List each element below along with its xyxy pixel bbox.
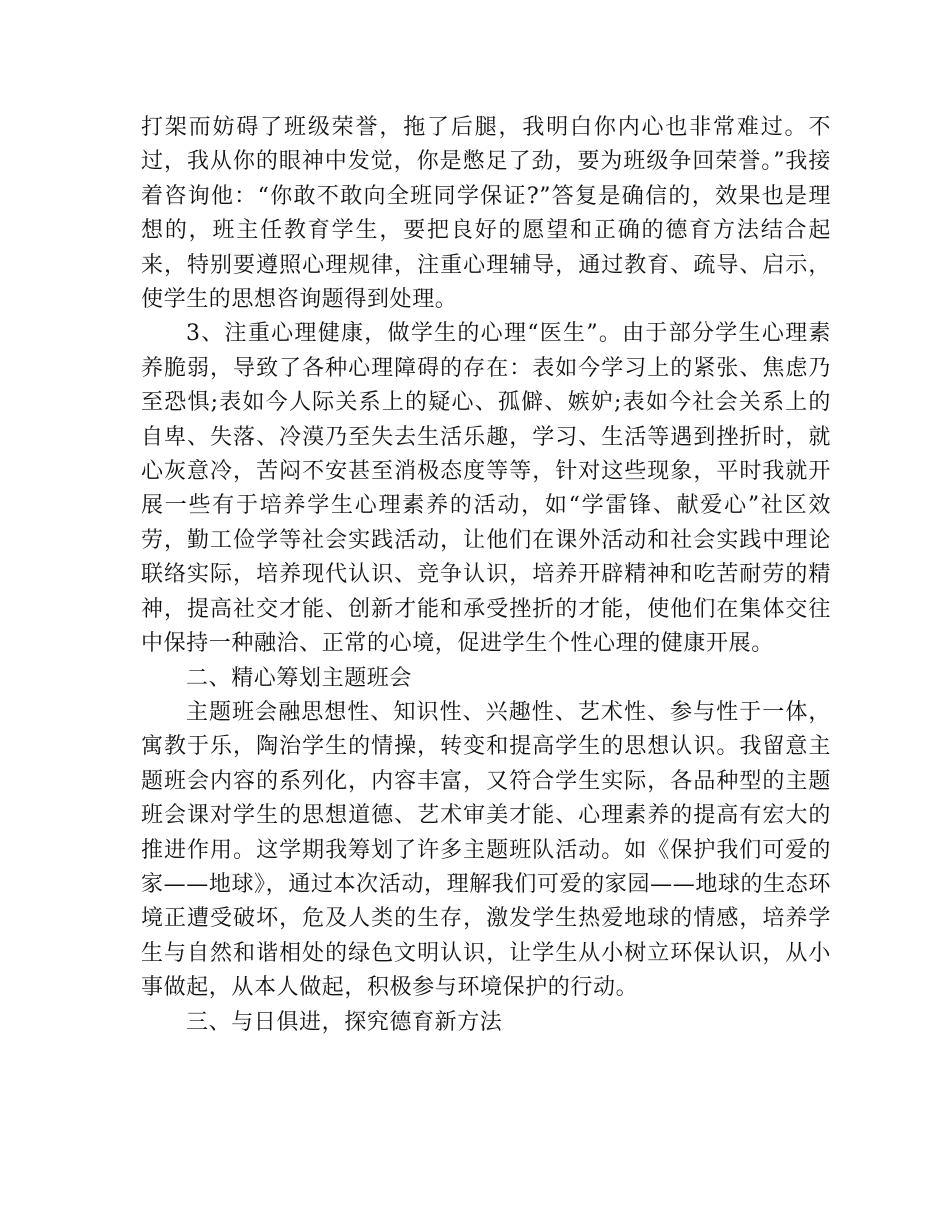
document-page (141, 111, 831, 1040)
section-heading-3: 三、与日俱进，探究德育新方法 (186, 1009, 503, 1035)
body-paragraph-1: 打架而妨碍了班级荣誉，拖了后腿，我明白你内心也非常难过。不过，我从你的眼神中发觉，你是憋足了劲，要为班级争回荣誉。”我接着咨询他：“你敢不敢向全班同学保证?”答复是确信的，效果也是理想的，班主任教育学生，要把良好的愿望和正确的德育方法结合起来，特别要遵照心理规律，注重心理辅导，通过教育、疏导、启示，使学生的思想咨询题得到处理。 (141, 115, 831, 313)
body-paragraph-2: 3、注重心理健康，做学生的心理“医生”。由于部分学生心理素养脆弱，导致了各种心理障碍的存在：表如今学习上的紧张、焦虑乃至恐惧;表如今人际关系上的疑心、孤僻、嫉妒;表如今社会关系上的自卑、失落、冷漠乃至失去生活乐趣，学习、生活等遇到挫折时，就心灰意冷，苦闷不安甚至消极态度等等，针对这些现象，平时我就开展一些有于培养学生心理素养的活动，如“学雷锋、献爱心”社区效劳，勤工俭学等社会实践活动，让他们在课外活动和社会实践中理论联络实际，培养现代认识、竞争认识，培养开辟精神和吃苦耐劳的精神，提高社交才能、创新才能和承受挫折的才能，使他们在集体交往中保持一种融洽、正常的心境，促进学生个性心理的健康开展。 (141, 321, 831, 657)
body-paragraph-3: 主题班会融思想性、知识性、兴趣性、艺术性、参与性于一体，寓教于乐，陶治学生的情操，转变和提高学生的思想认识。我留意主题班会内容的系列化，内容丰富，又符合学生实际，各品种型的主题班会课对学生的思想道德、艺术审美才能、心理素养的提高有宏大的推进作用。这学期我筹划了许多主题班队活动。如《保护我们可爱的家——地球》，通过本次活动，理解我们可爱的家园——地球的生态环境正遭受破坏，危及人类的生存，激发学生热爱地球的情感，培养学生与自然和谐相处的绿色文明认识，让学生从小树立环保认识，从小事做起，从本人做起，积极参与环境保护的行动。 (141, 699, 831, 1001)
section-heading-2: 二、精心筹划主题班会 (186, 665, 413, 691)
